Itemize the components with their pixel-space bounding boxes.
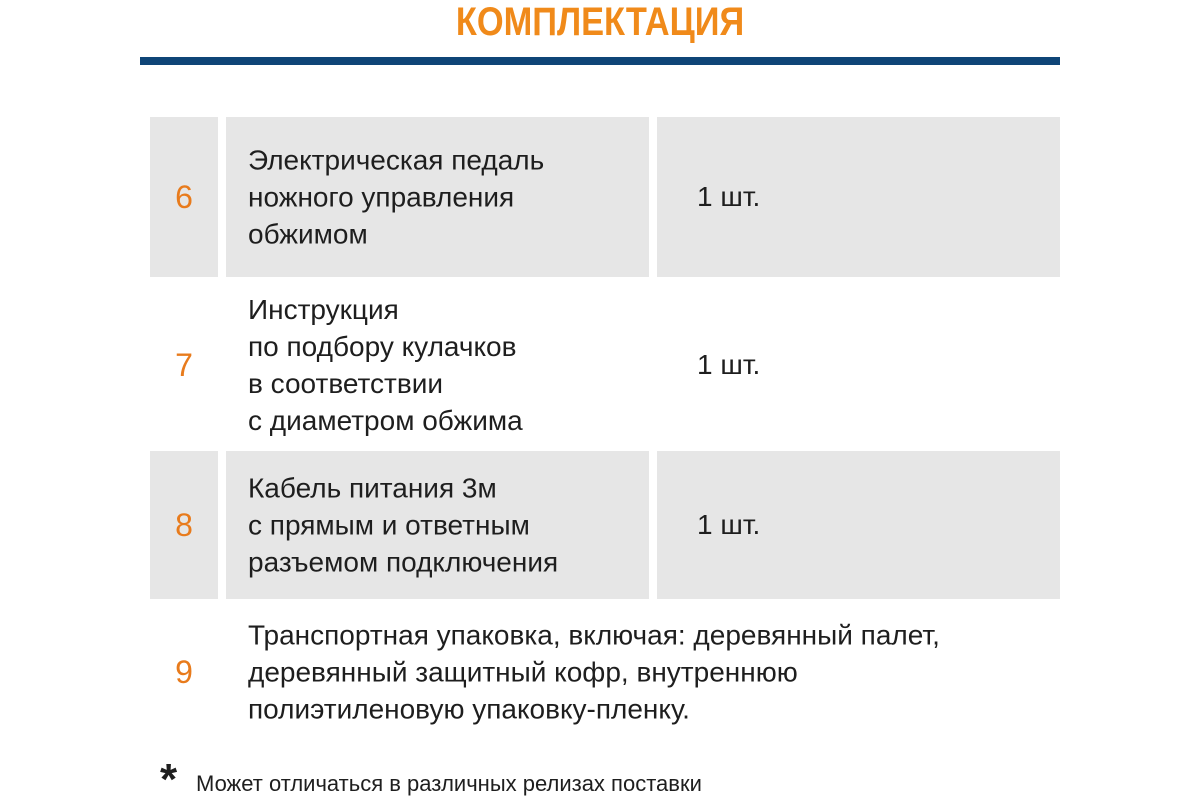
item-number: 7 [175, 347, 193, 383]
item-number-cell [150, 451, 218, 599]
title-divider [140, 57, 1060, 65]
item-number: 8 [175, 507, 193, 543]
item-description: Электрическая педаль ножного управления обжимом [248, 144, 545, 250]
footnote [160, 755, 1060, 804]
item-description-cell [226, 117, 649, 277]
item-quantity-cell [657, 451, 1060, 599]
item-quantity: 1 шт. [697, 349, 761, 380]
item-description: Инструкция по подбору кулачков в соответствии с диаметром обжима [248, 294, 523, 436]
table-row [150, 612, 1060, 732]
footnote-marker: * [160, 755, 178, 804]
item-number: 6 [175, 179, 193, 215]
table-row [150, 285, 1060, 445]
item-quantity: 1 шт. [697, 509, 761, 540]
item-description-cell [226, 285, 649, 445]
item-quantity-cell [657, 285, 1060, 445]
table-row [150, 451, 1060, 599]
item-description-cell [226, 612, 1060, 732]
item-description: Транспортная упаковка, включая: деревянный палет, деревянный защитный кофр, внутреннюю полиэтиленовую упаковку-пленку. [248, 619, 940, 725]
item-number-cell [150, 117, 218, 277]
page-title: КОМПЛЕКТАЦИЯ [455, 0, 745, 44]
item-number-cell [150, 612, 218, 732]
item-number-cell [150, 285, 218, 445]
item-number: 9 [175, 654, 193, 690]
table-row [150, 117, 1060, 277]
item-description: Кабель питания 3м с прямым и ответным разъемом подключения [248, 472, 559, 578]
item-quantity-cell [657, 117, 1060, 277]
item-quantity: 1 шт. [697, 181, 761, 212]
footnote-text: Может отличаться в различных релизах поставки [196, 771, 702, 796]
item-description-cell [226, 451, 649, 599]
